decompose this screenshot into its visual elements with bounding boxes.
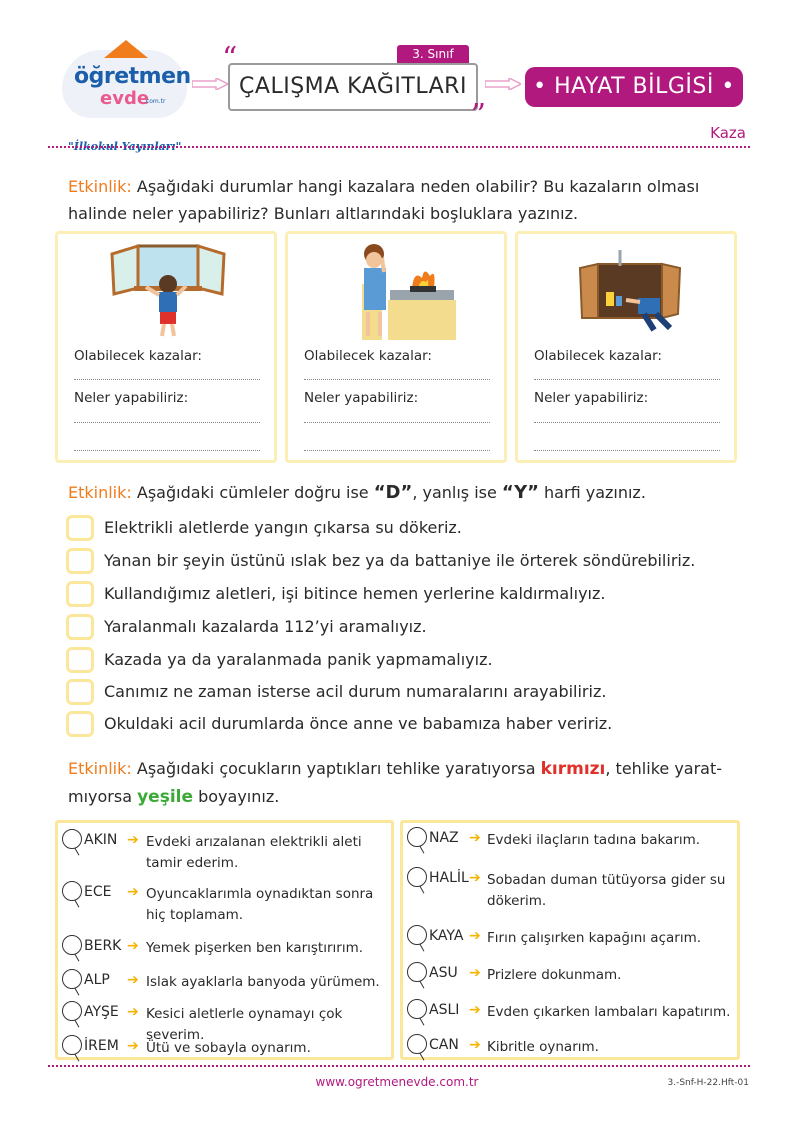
statement-text: Yanan bir şeyin üstünü ıslak bez ya da battaniye ile örterek söndürebiliriz. xyxy=(104,551,696,570)
page-title: ÇALIŞMA KAĞITLARI xyxy=(239,74,467,99)
child-action: Kibritle oynarım. xyxy=(487,1039,599,1055)
child-action: Ütü ve sobayla oynarım. xyxy=(146,1040,311,1056)
what-to-do-label: Neler yapabiliriz: xyxy=(74,390,189,406)
statement-text: Elektrikli aletlerde yangın çıkarsa su dökeriz. xyxy=(104,518,462,537)
child-name: ALP xyxy=(84,972,110,988)
what-to-do-label: Neler yapabiliriz: xyxy=(304,390,419,406)
arrow-right-icon: ➔ xyxy=(127,884,139,900)
child-name: İREM xyxy=(84,1038,119,1054)
child-action: Evdeki arızalanan elektrikli aleti tamir ederim. xyxy=(146,834,362,871)
possible-accidents-label: Olabilecek kazalar: xyxy=(74,348,202,364)
activity-3-instruction xyxy=(68,755,748,811)
activity-2-text-middle: , yanlış ise xyxy=(412,483,502,502)
child-name: ECE xyxy=(84,884,112,900)
logo-brand-line1: öğretmen xyxy=(74,64,191,89)
arrow-right-icon: ➔ xyxy=(469,870,481,886)
child-climbing-window-illustration xyxy=(98,240,238,340)
child-name: AKIN xyxy=(84,832,118,848)
child-name: BERK xyxy=(84,938,122,954)
child-action: Prizlere dokunmam. xyxy=(487,967,622,983)
scenario-card-kitchen xyxy=(285,231,507,463)
bottom-divider xyxy=(48,1065,750,1067)
answer-line[interactable] xyxy=(74,422,260,423)
publisher-logo xyxy=(62,40,191,153)
children-list-right xyxy=(400,820,740,1060)
footer-website: www.ogretmenevde.com.tr xyxy=(315,1075,479,1089)
woman-phone-stove-fire-illustration xyxy=(328,240,468,340)
house-roof-icon xyxy=(104,40,148,58)
possible-accidents-label: Olabilecek kazalar: xyxy=(304,348,432,364)
child-name: CAN xyxy=(429,1037,459,1053)
child-action: Yemek pişerken ben karıştırırım. xyxy=(146,940,364,956)
statement-text: Canımız ne zaman isterse acil durum numaralarını arayabiliriz. xyxy=(104,682,607,701)
true-false-item xyxy=(66,679,766,709)
statement-text: Yaralanmalı kazalarda 112’yi aramalıyız. xyxy=(104,617,427,636)
activity-label: Etkinlik: xyxy=(68,483,132,502)
answer-box[interactable] xyxy=(66,614,94,640)
possible-accidents-label: Olabilecek kazalar: xyxy=(534,348,662,364)
child-action: Islak ayaklarla banyoda yürümem. xyxy=(146,974,380,990)
grade-badge: 3. Sınıf xyxy=(397,45,469,63)
child-action: Oyuncaklarımla oynadıktan sonra hiç toplamam. xyxy=(146,886,374,923)
red-color-word: kırmızı xyxy=(540,759,606,779)
answer-line[interactable] xyxy=(534,450,720,451)
activity-2-instruction xyxy=(68,479,748,506)
child-name: ASLI xyxy=(429,1002,460,1018)
arrow-right-icon: ➔ xyxy=(469,965,481,981)
subject-badge: • HAYAT BİLGİSİ • xyxy=(525,67,743,107)
answer-box[interactable] xyxy=(66,548,94,574)
arrow-right-icon xyxy=(485,78,521,90)
arrow-right-icon: ➔ xyxy=(469,1002,481,1018)
true-letter: “D” xyxy=(373,482,413,503)
scenario-card-window xyxy=(55,231,277,463)
child-name: NAZ xyxy=(429,830,459,846)
activity-3-text-line2: mıyorsa xyxy=(68,787,138,806)
footer-doc-code: 3.-Snf-H-22.Hft-01 xyxy=(667,1078,749,1088)
activity-3-text-before: Aşağıdaki çocukların yaptıkları tehlike yaratıyorsa xyxy=(136,759,541,778)
children-list-left xyxy=(55,820,394,1060)
topic-label: Kaza xyxy=(710,124,746,142)
activity-2-text-before: Aşağıdaki cümleler doğru ise xyxy=(136,483,374,502)
true-false-item xyxy=(66,548,766,578)
true-false-item xyxy=(66,647,766,677)
statement-text: Kullandığımız aletleri, işi bitince hemen yerlerine kaldırmalıyız. xyxy=(104,584,606,603)
open-quote-icon: “ xyxy=(222,41,238,76)
child-name: AYŞE xyxy=(84,1004,119,1020)
activity-label: Etkinlik: xyxy=(68,759,132,778)
logo-series: "İlkokul Yayınları" xyxy=(68,140,182,153)
arrow-right-icon xyxy=(192,78,228,90)
arrow-right-icon: ➔ xyxy=(127,938,139,954)
answer-box[interactable] xyxy=(66,647,94,673)
scenario-card-cabinet xyxy=(515,231,737,463)
what-to-do-label: Neler yapabiliriz: xyxy=(534,390,649,406)
activity-1-text: Aşağıdaki durumlar hangi kazalara neden olabilir? Bu kazaların olması halinde neler yapabiliriz? Bunları altlarındaki boşluklara yazınız. xyxy=(68,177,700,223)
activity-3-text-after: boyayınız. xyxy=(193,787,280,806)
child-name: ASU xyxy=(429,965,458,981)
true-false-item xyxy=(66,515,766,545)
activity-label: Etkinlik: xyxy=(68,177,132,196)
activity-1-instruction xyxy=(68,173,748,227)
top-divider xyxy=(48,146,750,148)
child-reaching-cabinet-illustration xyxy=(558,240,698,340)
child-action: Evden çıkarken lambaları kapatırım. xyxy=(487,1004,731,1020)
answer-box[interactable] xyxy=(66,515,94,541)
true-false-item xyxy=(66,711,766,741)
answer-line[interactable] xyxy=(74,450,260,451)
child-action: Fırın çalışırken kapağını açarım. xyxy=(487,930,702,946)
arrow-right-icon: ➔ xyxy=(127,972,139,988)
activity-3-text-middle: , tehlike yarat- xyxy=(605,759,723,778)
answer-line[interactable] xyxy=(534,422,720,423)
child-action: Evdeki ilaçların tadına bakarım. xyxy=(487,832,701,848)
arrow-right-icon: ➔ xyxy=(127,832,139,848)
arrow-right-icon: ➔ xyxy=(127,1004,139,1020)
answer-box[interactable] xyxy=(66,679,94,705)
close-quote-icon: ” xyxy=(470,98,486,133)
green-color-word: yeşile xyxy=(137,787,194,807)
arrow-right-icon: ➔ xyxy=(469,1037,481,1053)
answer-line[interactable] xyxy=(304,450,490,451)
arrow-right-icon: ➔ xyxy=(469,928,481,944)
answer-box[interactable] xyxy=(66,711,94,737)
answer-line[interactable] xyxy=(304,379,490,380)
answer-line[interactable] xyxy=(534,379,720,380)
true-false-item xyxy=(66,581,766,611)
arrow-right-icon: ➔ xyxy=(469,830,481,846)
activity-2-text-after: harfi yazınız. xyxy=(538,483,646,502)
child-name: HALİL xyxy=(429,870,469,886)
answer-box[interactable] xyxy=(66,581,94,607)
child-action: Sobadan duman tütüyorsa gider su dökerim. xyxy=(487,872,726,909)
child-action: Kesici aletlerle oynamayı çok severim. xyxy=(146,1006,343,1043)
false-letter: “Y” xyxy=(501,482,539,503)
logo-brand-line2: evde xyxy=(100,88,150,109)
answer-line[interactable] xyxy=(74,379,260,380)
arrow-right-icon: ➔ xyxy=(127,1038,139,1054)
child-name: KAYA xyxy=(429,928,464,944)
answer-line[interactable] xyxy=(304,422,490,423)
statement-text: Okuldaki acil durumlarda önce anne ve babamıza haber veririz. xyxy=(104,714,613,733)
logo-domain: .com.tr xyxy=(144,98,166,105)
statement-text: Kazada ya da yaralanmada panik yapmamalıyız. xyxy=(104,650,493,669)
true-false-item xyxy=(66,614,766,644)
